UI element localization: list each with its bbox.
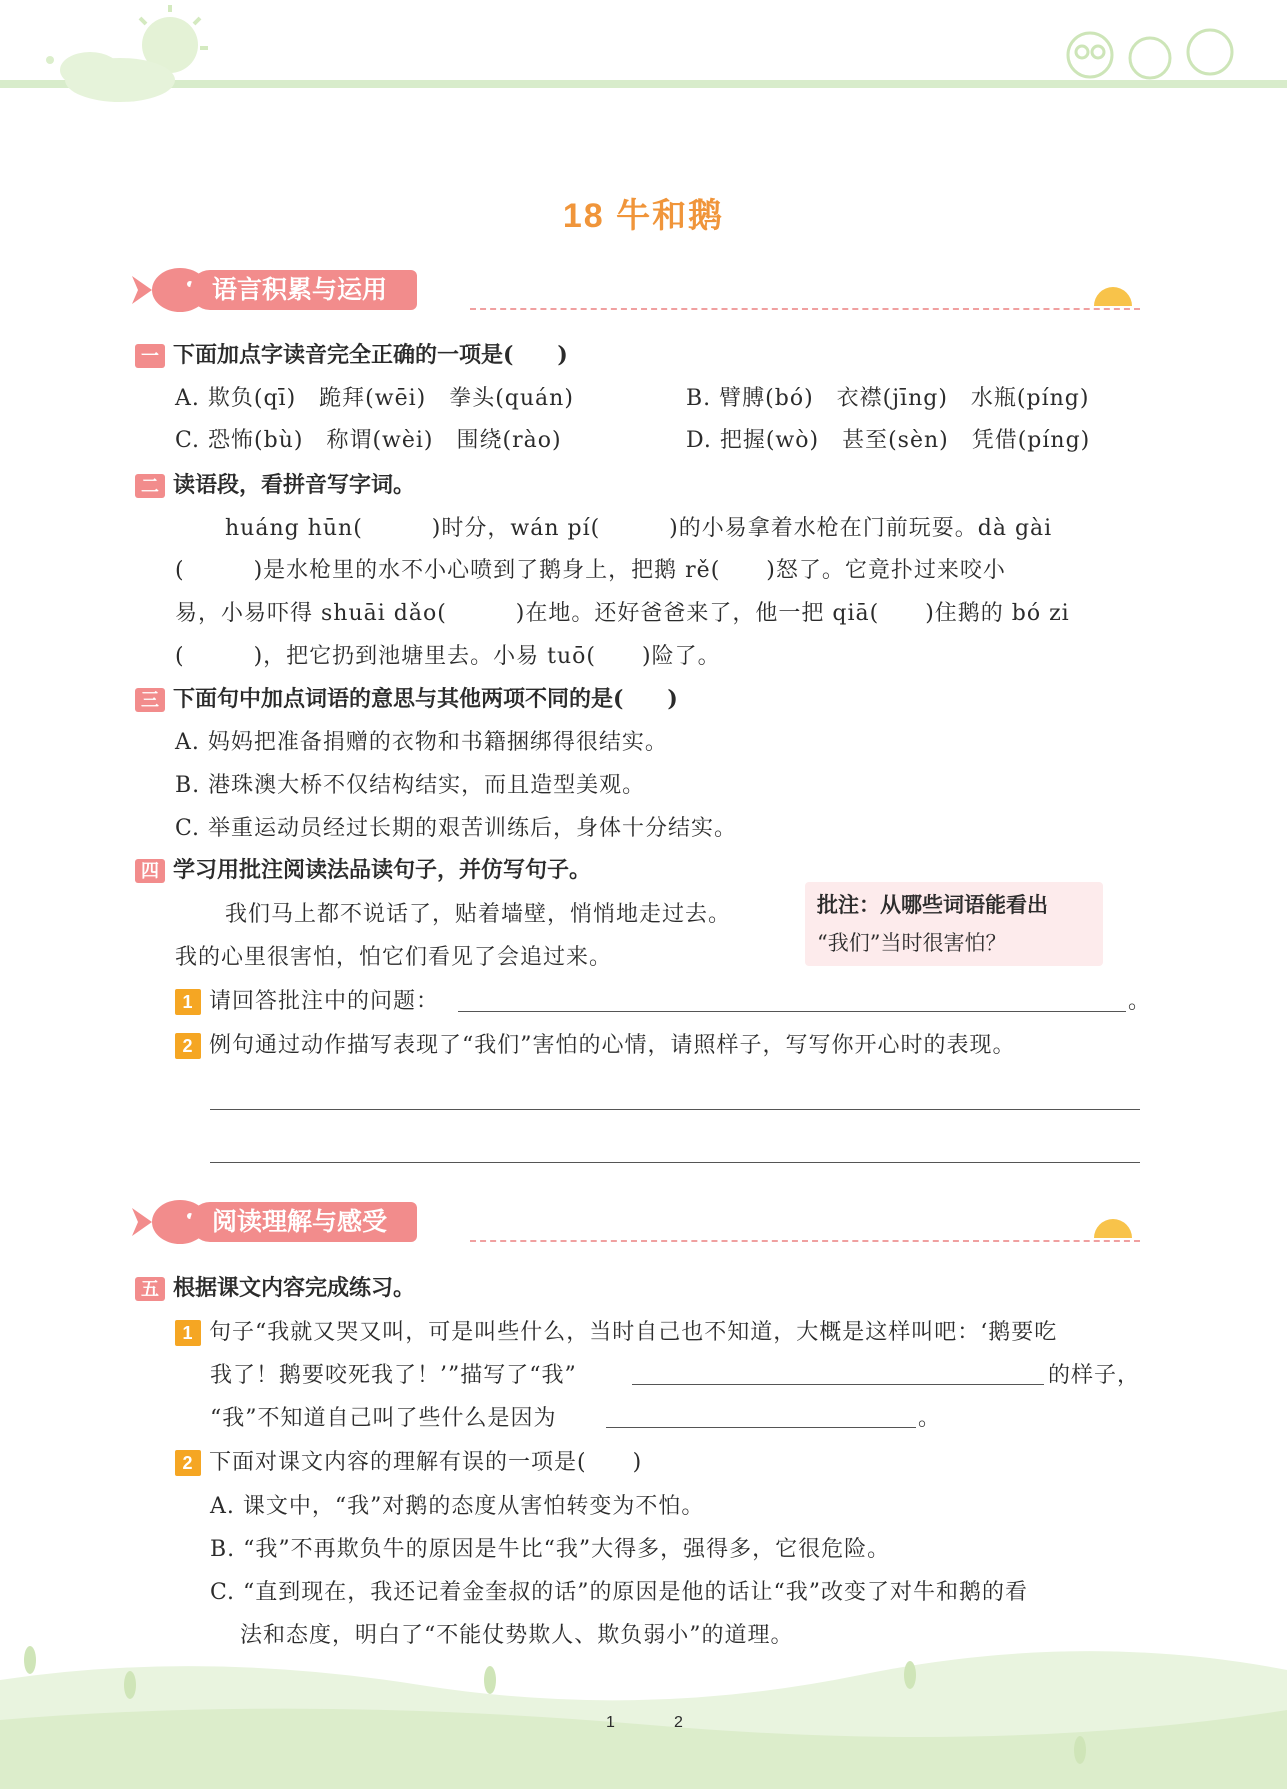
question-stem: 下面句中加点词语的意思与其他两项不同的是( ) (173, 686, 678, 712)
question-3 (135, 682, 678, 713)
sub-question-1 (175, 1315, 1057, 1346)
example-sentence: 我们马上都不说话了，贴着墙壁，悄悄地走过去。 (225, 902, 732, 927)
animals-decoration (1050, 20, 1250, 85)
question-stem: 根据课文内容完成练习。 (173, 1275, 416, 1301)
sub-question-line: 我了！鹅要咬死我了！’”描写了“我” (210, 1363, 577, 1388)
sub-question-text: 请回答批注中的问题： (209, 989, 440, 1014)
question-number: 四 (135, 859, 165, 883)
question-number: 五 (135, 1277, 165, 1301)
annotation-box (805, 882, 1103, 966)
option-a: A. 欺负(qī) 跪拜(wēi) 拳头(quán) (175, 386, 574, 411)
sub-question-2 (175, 1445, 642, 1476)
annotation-line: 批注：从哪些词语能看出 (817, 892, 1048, 917)
option-c-cont: 法和态度，明白了“不能仗势欺人、欺负弱小”的道理。 (240, 1623, 794, 1648)
sub-question-line: 的样子， (1048, 1363, 1141, 1388)
sunset-icon (1090, 280, 1136, 310)
section-divider (470, 1240, 1140, 1242)
sunset-icon (1090, 1212, 1136, 1242)
sub-question-text: 下面对课文内容的理解有误的一项是( ) (209, 1450, 643, 1475)
section-divider (470, 308, 1140, 310)
option-b: B. “我”不再欺负牛的原因是牛比“我”大得多，强得多，它很危险。 (210, 1537, 891, 1562)
sub-number: 1 (175, 1320, 201, 1346)
answer-line[interactable] (632, 1384, 1044, 1385)
question-stem: 学习用批注阅读法品读句子，并仿写句子。 (173, 857, 592, 883)
option-c: C. 恐怖(bù) 称谓(wèi) 围绕(rào) (175, 428, 562, 453)
sentence-end: 。 (1128, 989, 1152, 1014)
question-4 (135, 853, 591, 884)
option-d: D. 把握(wò) 甚至(sèn) 凭借(píng) (686, 428, 1091, 453)
answer-line[interactable] (458, 1011, 1126, 1012)
passage-line: ( )是水枪里的水不小心喷到了鹅身上，把鹅 rě( )怒了。它竟扑过来咬小 (175, 558, 1006, 583)
question-number: 三 (135, 688, 165, 712)
option-b: B. 臂膊(bó) 衣襟(jīng) 水瓶(píng) (686, 386, 1090, 411)
answer-line[interactable] (210, 1162, 1140, 1163)
sub-question-line: “我”不知道自己叫了些什么是因为 (210, 1406, 557, 1431)
section-title-2: 阅读理解与感受 (190, 1202, 417, 1242)
sentence-end: 。 (918, 1406, 942, 1431)
option-c: C. 举重运动员经过长期的艰苦训练后，身体十分结实。 (175, 816, 738, 841)
annotation-line: “我们”当时很害怕？ (817, 931, 1007, 955)
passage-line: ( )，把它扔到池塘里去。小易 tuō( )险了。 (175, 644, 721, 669)
question-number: 一 (135, 344, 165, 368)
question-1 (135, 338, 568, 369)
section-title-1: 语言积累与运用 (190, 270, 417, 310)
section-banner-2 (130, 1202, 1140, 1246)
option-c: C. “直到现在，我还记着金奎叔的话”的原因是他的话让“我”改变了对牛和鹅的看 (210, 1580, 1029, 1605)
sub-question-text: 句子“我就又哭又叫，可是叫些什么，当时自己也不知道，大概是这样叫吧：‘鹅要吃 (209, 1320, 1058, 1345)
option-b: B. 港珠澳大桥不仅结构结实，而且造型美观。 (175, 773, 646, 798)
option-a: A. 妈妈把准备捐赠的衣物和书籍捆绑得很结实。 (175, 730, 668, 755)
question-2 (135, 468, 415, 499)
question-number: 二 (135, 474, 165, 498)
sub-question-text: 例句通过动作描写表现了“我们”害怕的心情，请照样子，写写你开心时的表现。 (209, 1033, 1016, 1058)
page-title: 18 牛和鹅 (562, 197, 725, 235)
answer-line[interactable] (606, 1427, 916, 1428)
question-stem: 读语段，看拼音写字词。 (173, 472, 416, 498)
passage-line: huáng hūn( )时分，wán pí( )的小易拿着水枪在门前玩耍。dà gài (225, 516, 1053, 541)
page-number-right: 2 (674, 1714, 683, 1731)
sub-number: 1 (175, 989, 201, 1015)
sub-number: 2 (175, 1450, 201, 1476)
example-sentence: 我的心里很害怕，怕它们看见了会追过来。 (175, 945, 613, 970)
question-stem: 下面加点字读音完全正确的一项是( ) (173, 342, 568, 368)
sub-question-2 (175, 1028, 1016, 1059)
option-a: A. 课文中，“我”对鹅的态度从害怕转变为不怕。 (210, 1494, 705, 1519)
hills-decoration (0, 1640, 1287, 1789)
question-5 (135, 1271, 415, 1302)
sun-cloud-decoration (20, 0, 220, 110)
page-number-left: 1 (606, 1714, 615, 1731)
sub-number: 2 (175, 1033, 201, 1059)
passage-line: 易，小易吓得 shuāi dǎo( )在地。还好爸爸来了，他一把 qiā( )住鹅的 bó zi (175, 601, 1070, 626)
section-banner-1 (130, 270, 1140, 314)
answer-line[interactable] (210, 1109, 1140, 1110)
sub-question-1 (175, 984, 439, 1015)
